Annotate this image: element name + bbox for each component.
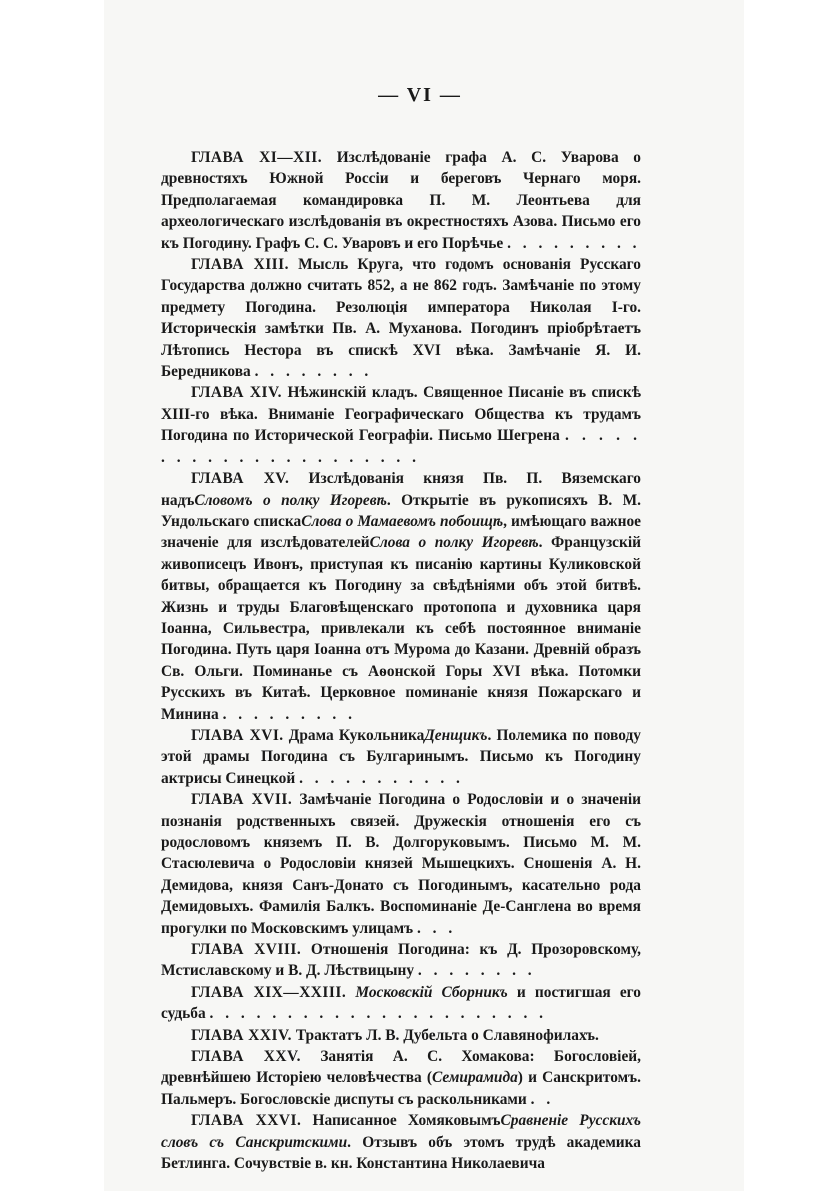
chapter-label: ГЛАВА XIII.	[191, 256, 290, 274]
chapter-text: Мысль Круга, что годомъ основанія Русскаго Государства должно считать 852, а не 862 годъ. Замѣчаніе по этому предмету Погодина. Резолюція императора Николая I-го. Историческія замѣтки Пв. А. Муханова. Погодинъ пріобрѣтаетъ Лѣтопись Нестора въ спискѣ XVI вѣка. Замѣчаніе Я. И. Бередникова	[161, 256, 641, 381]
leader-dots: . .	[530, 1090, 555, 1108]
chapter-label: ГЛАВА XVI.	[191, 726, 284, 744]
chapter-label: ГЛАВА XIX—XXIII.	[191, 983, 347, 1001]
chapter-text: Изслѣдованіе графа А. С. Уварова о древностяхъ Южной Россіи и береговъ Чернаго моря. Предполагаемая командировка П. М. Леонтьева для археологическаго изслѣдованія въ окрестностяхъ Азова. Письмо его къ Погодину. Графъ С. С. Уваровъ и его Порѣчье	[161, 149, 641, 252]
toc-entry	[161, 1110, 641, 1174]
toc-entry	[161, 1046, 641, 1110]
chapter-label: ГЛАВА XXIV.	[191, 1026, 293, 1044]
chapter-text: . Открытіе въ рукописяхъ В. М. Ундольскаго списка	[161, 491, 641, 530]
book-title: Словомъ о полку Игоревѣ	[194, 491, 387, 509]
chapter-text: Изслѣдованія князя Пв. П. Вяземскаго надъ	[161, 470, 641, 509]
leader-dots: . . . . . . . . . . .	[299, 769, 464, 787]
toc-entry	[161, 789, 641, 939]
table-of-contents	[161, 147, 641, 1175]
book-title: Слова о полку Игоревѣ	[369, 534, 539, 552]
chapter-text: , имѣющаго важное значеніе для изслѣдователей	[161, 512, 641, 552]
leader-dots: . . .	[416, 919, 457, 937]
chapter-text: и постигшая его судьба	[161, 983, 641, 1023]
chapter-label: ГЛАВА XI—XII.	[191, 149, 323, 166]
chapter-text: Трактатъ Л. В. Дубельта о Славянофилахъ.	[295, 1026, 599, 1044]
toc-entry	[161, 147, 641, 254]
chapter-label: ГЛАВА XVIII.	[191, 941, 302, 959]
leader-dots: . . . . . . . .	[417, 962, 536, 980]
chapter-label: ГЛАВА XXV.	[191, 1048, 301, 1066]
toc-entry	[161, 725, 641, 789]
chapter-label: ГЛАВА XV.	[191, 470, 290, 488]
book-title: Сравненіе Русскихъ словъ съ Санскритскими	[161, 1112, 641, 1151]
leader-dots: . . . . . . . . . . . . . . . . . . . . . .	[161, 427, 641, 466]
chapter-label: ГЛАВА XVII.	[191, 791, 293, 809]
leader-dots: . . . . . . . .	[254, 363, 373, 381]
chapter-text: Отношенія Погодина: къ Д. Прозоровскому, Мстиславскому и В. Д. Лѣствицыну	[161, 941, 641, 980]
leader-dots: . . . . . . . . .	[222, 705, 356, 723]
book-title: Семирамида	[432, 1069, 518, 1087]
chapter-label: ГЛАВА XXVI.	[191, 1112, 302, 1130]
chapter-label: ГЛАВА XIV.	[191, 384, 282, 402]
book-title: Слова о Мамаевомъ побоищѣ	[301, 512, 504, 530]
chapter-text: Нѣжинскій кладъ. Священное Писаніе въ спискѣ XIII-го вѣка. Вниманіе Географическаго Общества къ трудамъ Погодина по Исторической Географіи. Письмо Шегрена	[161, 384, 641, 445]
leader-dots: . . . . . . . . .	[507, 234, 641, 252]
toc-entry	[161, 254, 641, 382]
toc-entry	[161, 468, 641, 725]
chapter-text: Драма Кукольника	[288, 726, 425, 744]
page-number: — VI —	[378, 84, 462, 106]
book-title: Московскій Сборникъ	[355, 983, 508, 1001]
book-title: Денщикъ	[424, 726, 488, 744]
toc-entry	[161, 1025, 641, 1046]
chapter-text: ) и Санскритомъ. Пальмеръ. Богословскіе диспуты съ раскольниками	[161, 1069, 641, 1108]
chapter-text: . Отзывъ объ этомъ трудѣ академика Бетлинга. Сочувствіе в. кн. Константина Николаевича	[161, 1133, 641, 1173]
chapter-text: Написанное Хомяковымъ	[312, 1112, 501, 1130]
toc-entry	[161, 982, 641, 1025]
chapter-text: Занятія А. С. Хомакова: Богословіей, древнѣйшею Исторіею человѣчества (	[161, 1048, 641, 1087]
chapter-text: Замѣчаніе Погодина о Родословіи и о значеніи познанія родственныхъ связей. Дружескія отношенія его съ родословомъ княземъ П. В. Долгоруковымъ. Письмо М. М. Стасюлевича о Родословіи князей Мышецкихъ. Сношенія А. Н. Демидова, князя Санъ-Донато съ Погодинымъ, касательно рода Демидовыхъ. Фамилія Балкъ. Воспоминаніе Де-Санглена во время прогулки по Московскимъ улицамъ	[161, 791, 641, 937]
chapter-text: . Французскій живописецъ Ивонъ, приступая къ писанію картины Куликовской битвы, обращается къ Погодину за свѣдѣніями объ этой битвѣ. Жизнь и труды Благовѣщенскаго протопопа и духовника царя Іоанна, Сильвестра, привлекали къ себѣ постоянное вниманіе Погодина. Путь царя Іоанна отъ Мурома до Казани. Древній образъ Св. Ольги. Поминанье съ Аѳонской Горы XVI вѣка. Потомки Русскихъ въ Китаѣ. Церковное поминаніе князя Пожарскаго и Минина	[161, 534, 641, 723]
chapter-text: . Полемика по поводу этой драмы Погодина съ Булгаринымъ. Письмо къ Погодину актрисы Синецкой	[161, 726, 641, 787]
toc-entry	[161, 939, 641, 982]
leader-dots: . . . . . . . . . . . . . . . . . . . . . .	[209, 1005, 547, 1023]
toc-entry	[161, 382, 641, 468]
